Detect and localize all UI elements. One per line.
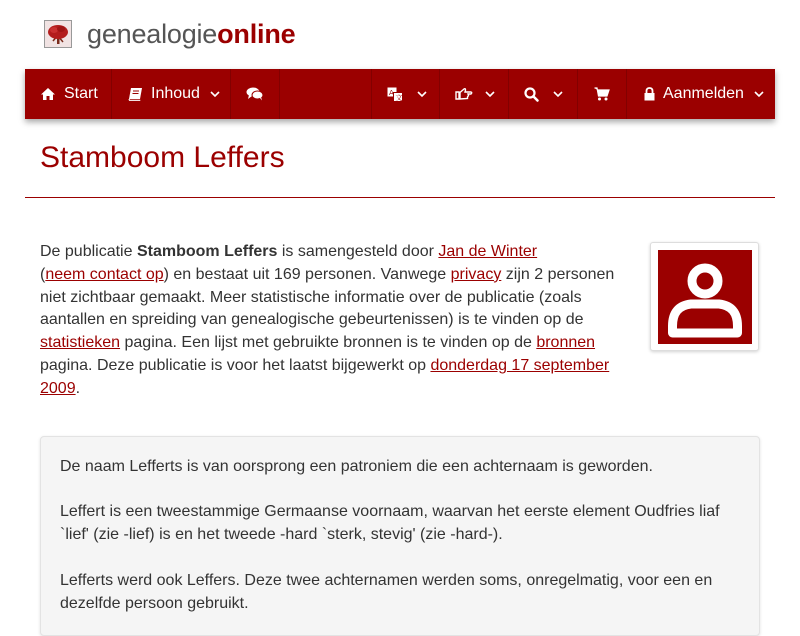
chevron-down-icon [754,91,764,98]
chevron-down-icon [210,91,220,98]
navbar-spacer [280,69,371,119]
nav-aanmelden[interactable] [627,69,775,119]
intro-text: pagina. Deze publicatie is voor het laatst bijgewerkt op [40,356,431,374]
title-divider [25,197,775,198]
user-icon [658,250,752,344]
nav-shop[interactable] [578,69,627,119]
intro-text: De publicatie [40,243,137,260]
nav-inhoud[interactable] [112,69,231,119]
intro-text: pagina. Een lijst met gebruikte bronnen is te vinden op de [120,334,537,352]
chevron-down-icon [553,91,563,98]
sources-link[interactable]: bronnen [536,334,596,352]
svg-text:文: 文 [395,93,403,102]
surname-info-paragraph: Lefferts werd ook Leffers. Deze twee achternamen werden soms, onregelmatig, voor een en dezelfde persoon gebruikt. [60,572,713,612]
shopping-cart-icon [594,87,610,101]
logo-text-light: genealogie [87,18,218,49]
intro-text: ) en bestaat uit 169 personen. Vanwege [163,265,451,283]
intro-text: ( [40,265,46,283]
author-avatar[interactable] [650,242,759,351]
nav-language[interactable] [371,69,440,119]
site-logo[interactable] [44,18,295,50]
contact-link[interactable]: neem contact op [45,265,164,283]
lock-icon [644,87,655,101]
chevron-down-icon [417,91,427,98]
chevron-down-icon [485,91,495,98]
intro-text: zijn 2 personen niet zichtbaar gemaakt. Meer statistische informatie over de publicatie (zoals aantallen en spreiding van genealogische gebeurtenissen) is te vinden op de [40,265,615,329]
page-title: Stamboom Leffers [40,141,285,174]
nav-start-label: Start [64,85,98,102]
publication-intro [40,241,625,401]
nav-forum[interactable] [231,69,280,119]
comments-icon [246,87,264,101]
nav-inhoud-label: Inhoud [151,85,200,102]
book-icon [128,87,143,101]
surname-info-box [40,436,760,636]
nav-pointer-menu[interactable] [440,69,509,119]
tree-icon [44,20,72,48]
surname-info-paragraph: De naam Lefferts is van oorsprong een patroniem die een achternaam is geworden. [60,458,653,475]
nav-search[interactable] [509,69,578,119]
intro-text: . [75,379,81,397]
nav-start[interactable] [25,69,112,119]
hand-pointer-icon [455,87,473,101]
publication-name: Stamboom Leffers [136,243,278,260]
privacy-link[interactable]: privacy [450,265,502,283]
home-icon [40,87,56,101]
language-icon [387,87,403,102]
main-navbar [25,69,775,119]
search-icon [524,87,539,102]
surname-info-paragraph: Leffert is een tweestammige Germaanse voornaam, waarvan het eerste element Oudfries liaf `lief' (zie -lief) is en het tweede -hard `sterk, stevig' (zie -hard-). [60,503,720,543]
logo-text-bold: online [217,18,296,49]
last-updated-link[interactable]: donderdag 17 september 2009 [40,356,610,397]
statistics-link[interactable]: statistieken [40,334,121,352]
author-link[interactable]: Jan de Winter [438,243,538,260]
svg-text:A: A [389,88,394,97]
nav-aanmelden-label: Aanmelden [663,85,744,102]
site-logo-text [87,19,295,50]
intro-text: is samengesteld door [277,243,439,260]
